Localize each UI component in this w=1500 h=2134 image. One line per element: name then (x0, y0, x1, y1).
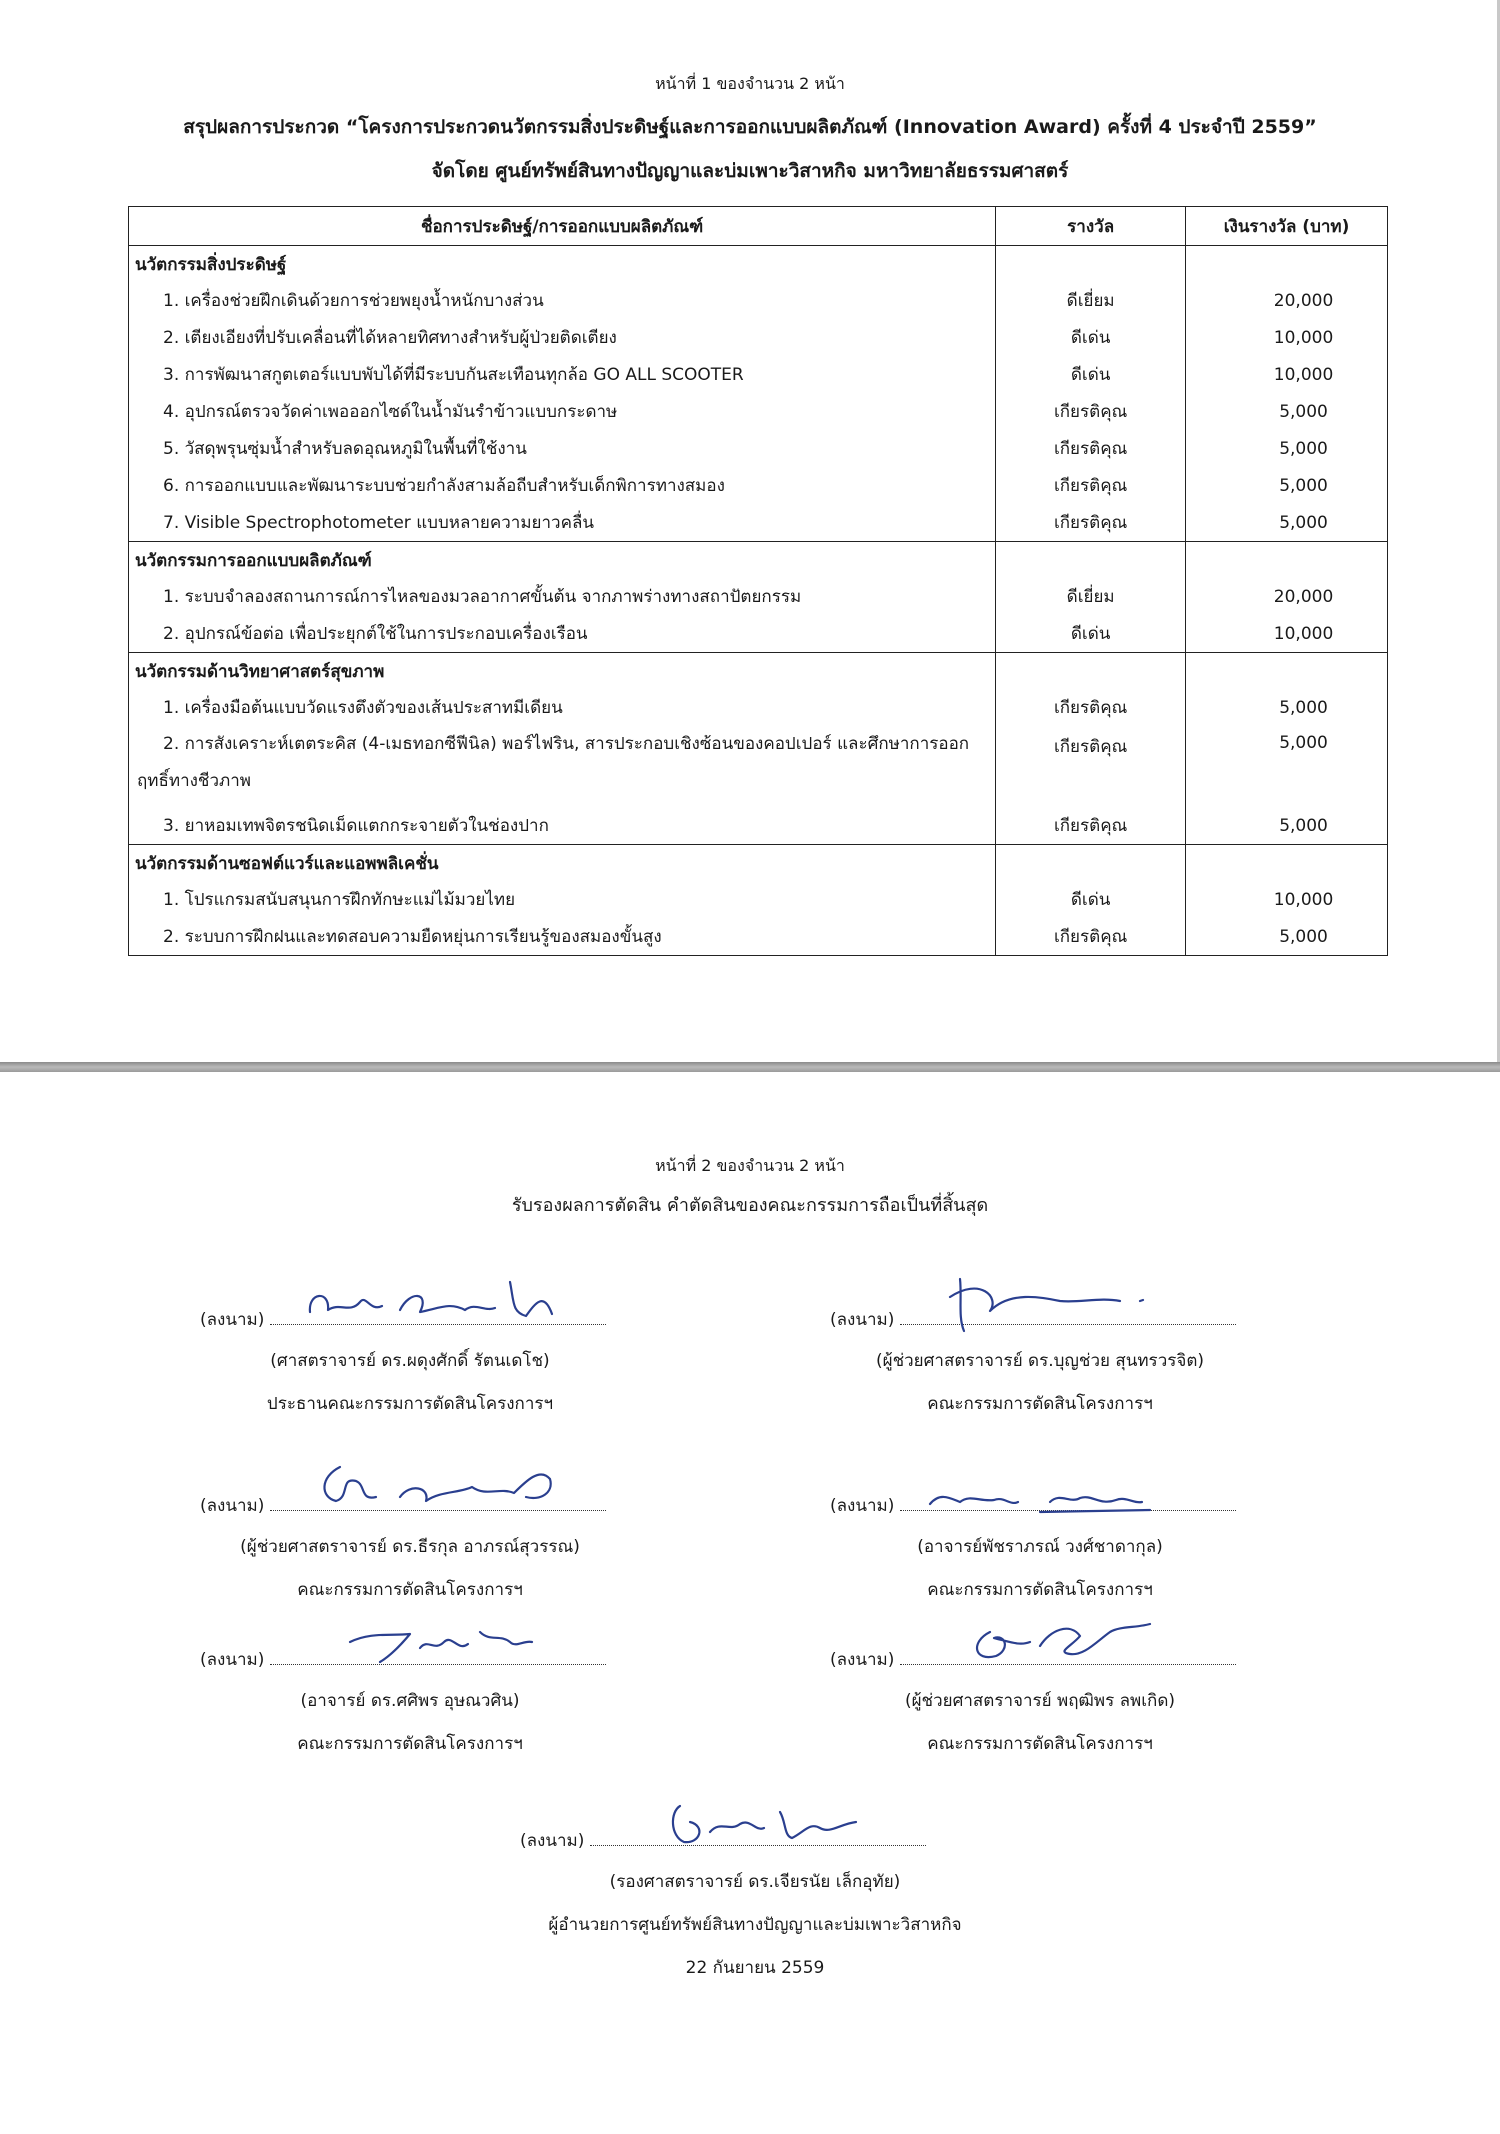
handwritten-signature (660, 1792, 880, 1852)
signatory-role: คณะกรรมการตัดสินโครงการฯ (927, 1580, 1153, 1600)
signatory-role: ผู้อำนวยการศูนย์ทรัพย์สินทางปัญญาและบ่มเพาะวิสาหกิจ (548, 1915, 962, 1935)
entry-award: ดีเด่น (996, 356, 1186, 393)
category-name: นวัตกรรมด้านวิทยาศาสตร์สุขภาพ (129, 653, 996, 690)
entry-award: ดีเยี่ยม (996, 578, 1186, 615)
entry-award: ดีเด่น (996, 881, 1186, 918)
entry-award: เกียรติคุณ (996, 918, 1186, 956)
entry-money: 5,000 (1186, 430, 1388, 467)
category-name: นวัตกรรมการออกแบบผลิตภัณฑ์ (129, 542, 996, 579)
signatory-name: (ศาสตราจารย์ ดร.ผดุงศักดิ์ รัตนเดโช) (270, 1351, 550, 1371)
entry-money: 10,000 (1186, 881, 1388, 918)
table-row (129, 881, 1388, 918)
entry-money: 5,000 (1186, 918, 1388, 956)
entry-name: 7. Visible Spectrophotometer แบบหลายความยาวคลื่น (129, 504, 996, 542)
sign-label: (ลงนาม) (830, 1496, 895, 1516)
entry-name: 3. การพัฒนาสกูตเตอร์แบบพับได้ที่มีระบบกันสะเทือนทุกล้อ GO ALL SCOOTER (129, 356, 996, 393)
category-name: นวัตกรรมด้านซอฟต์แวร์และแอพพลิเคชั่น (129, 845, 996, 882)
entry-name: 6. การออกแบบและพัฒนาระบบช่วยกำลังสามล้อถีบสำหรับเด็กพิการทางสมอง (129, 467, 996, 504)
entry-name: 1. โปรแกรมสนับสนุนการฝึกทักษะแม่ไม้มวยไทย (129, 881, 996, 918)
handwritten-signature (300, 1457, 570, 1517)
sign-label: (ลงนาม) (520, 1831, 585, 1851)
sign-label: (ลงนาม) (200, 1310, 265, 1330)
table-row (129, 807, 1388, 845)
column-header-award: รางวัล (996, 207, 1186, 246)
signatory-name: (อาจารย์พัชราภรณ์ วงศ์ชาดากุล) (917, 1537, 1163, 1557)
entry-award: เกียรติคุณ (996, 504, 1186, 542)
table-row (129, 615, 1388, 653)
entry-money: 5,000 (1186, 807, 1388, 845)
document-page-1 (0, 0, 1500, 1062)
category-row (129, 246, 1388, 283)
handwritten-signature (340, 1612, 540, 1672)
entry-money: 5,000 (1186, 467, 1388, 504)
entry-money: 5,000 (1186, 726, 1388, 807)
entry-name: 1. ระบบจำลองสถานการณ์การไหลของมวลอากาศขั้นต้น จากภาพร่างทางสถาปัตยกรรม (129, 578, 996, 615)
table-row (129, 918, 1388, 956)
category-row (129, 653, 1388, 690)
entry-award: เกียรติคุณ (996, 430, 1186, 467)
entry-name: 5. วัสดุพรุนซุ่มน้ำสำหรับลดอุณหภูมิในพื้นที่ใช้งาน (129, 430, 996, 467)
signatory-role: ประธานคณะกรรมการตัดสินโครงการฯ (266, 1394, 554, 1414)
entry-award: เกียรติคุณ (996, 807, 1186, 845)
entry-award: เกียรติคุณ (996, 393, 1186, 430)
page-number: หน้าที่ 1 ของจำนวน 2 หน้า (655, 74, 845, 93)
handwritten-signature (960, 1612, 1160, 1672)
signatory-name: (ผู้ช่วยศาสตราจารย์ พฤฒิพร ลพเกิด) (904, 1691, 1176, 1711)
organizer-line: จัดโดย ศูนย์ทรัพย์สินทางปัญญาและบ่มเพาะวิสาหกิจ มหาวิทยาลัยธรรมศาสตร์ (431, 160, 1069, 182)
signatory-role: คณะกรรมการตัดสินโครงการฯ (927, 1734, 1153, 1754)
page-separator (0, 1062, 1500, 1072)
document-title: สรุปผลการประกวด “โครงการประกวดนวัตกรรมสิ่งประดิษฐ์และการออกแบบผลิตภัณฑ์ (Innovation Award) ครั้งที่ 4 ประจำปี 2559” (183, 116, 1317, 138)
table-row (129, 430, 1388, 467)
signatory-name: (ผู้ช่วยศาสตราจารย์ ดร.บุญช่วย สุนทรวรจิต) (875, 1351, 1204, 1371)
table-row (129, 726, 1388, 807)
entry-money: 20,000 (1186, 578, 1388, 615)
table-row (129, 689, 1388, 726)
entry-money: 10,000 (1186, 356, 1388, 393)
table-row (129, 393, 1388, 430)
document-page-2 (0, 1072, 1500, 2134)
handwritten-signature (940, 1267, 1160, 1337)
entry-award: เกียรติคุณ (996, 689, 1186, 726)
entry-award: ดีเด่น (996, 319, 1186, 356)
entry-award: ดีเยี่ยม (996, 282, 1186, 319)
signatory-role: คณะกรรมการตัดสินโครงการฯ (297, 1580, 523, 1600)
category-row (129, 845, 1388, 882)
entry-award: ดีเด่น (996, 615, 1186, 653)
document-date: 22 กันยายน 2559 (685, 1958, 825, 1978)
signatory-name: (อาจารย์ ดร.ศศิพร อุษณวศิน) (300, 1691, 520, 1711)
sign-label: (ลงนาม) (830, 1650, 895, 1670)
handwritten-signature (300, 1272, 570, 1332)
entry-money: 10,000 (1186, 615, 1388, 653)
entry-name: 1. เครื่องมือต้นแบบวัดแรงตึงตัวของเส้นประสาทมีเดียน (129, 689, 996, 726)
sign-label: (ลงนาม) (830, 1310, 895, 1330)
signatory-role: คณะกรรมการตัดสินโครงการฯ (297, 1734, 523, 1754)
entry-name: 1. เครื่องช่วยฝึกเดินด้วยการช่วยพยุงน้ำหนักบางส่วน (129, 282, 996, 319)
sign-label: (ลงนาม) (200, 1496, 265, 1516)
table-row (129, 282, 1388, 319)
entry-money: 5,000 (1186, 689, 1388, 726)
table-header-row (129, 207, 1388, 246)
entry-award: เกียรติคุณ (996, 467, 1186, 504)
column-header-money: เงินรางวัล (บาท) (1186, 207, 1388, 246)
table-row (129, 504, 1388, 542)
certification-statement: รับรองผลการตัดสิน คำตัดสินของคณะกรรมการถือเป็นที่สิ้นสุด (511, 1195, 989, 1216)
entry-name: 2. อุปกรณ์ข้อต่อ เพื่อประยุกต์ใช้ในการประกอบเครื่องเรือน (129, 615, 996, 653)
handwritten-signature (920, 1472, 1160, 1522)
entry-money: 20,000 (1186, 282, 1388, 319)
entry-money: 10,000 (1186, 319, 1388, 356)
signatory-role: คณะกรรมการตัดสินโครงการฯ (927, 1394, 1153, 1414)
signatory-name: (ผู้ช่วยศาสตราจารย์ ดร.ธีรกุล อาภรณ์สุวรรณ) (240, 1537, 580, 1557)
entry-name: 3. ยาหอมเทพจิตรชนิดเม็ดแตกกระจายตัวในช่องปาก (129, 807, 996, 845)
table-row (129, 356, 1388, 393)
entry-money: 5,000 (1186, 393, 1388, 430)
category-row (129, 542, 1388, 579)
table-row (129, 467, 1388, 504)
entry-name: 2. ระบบการฝึกฝนและทดสอบความยืดหยุ่นการเรียนรู้ของสมองขั้นสูง (129, 918, 996, 956)
category-name: นวัตกรรมสิ่งประดิษฐ์ (129, 246, 996, 283)
signatory-name: (รองศาสตราจารย์ ดร.เจียรนัย เล็กอุทัย) (609, 1872, 901, 1892)
column-header-name: ชื่อการประดิษฐ์/การออกแบบผลิตภัณฑ์ (129, 207, 996, 246)
entry-name: 4. อุปกรณ์ตรวจวัดค่าเพอออกไซด์ในน้ำมันรำข้าวแบบกระดาษ (129, 393, 996, 430)
sign-label: (ลงนาม) (200, 1650, 265, 1670)
entry-award: เกียรติคุณ (996, 726, 1186, 807)
awards-table (128, 206, 1388, 956)
table-row (129, 319, 1388, 356)
entry-money: 5,000 (1186, 504, 1388, 542)
entry-name: 2. การสังเคราะห์เตตระคิส (4-เมธทอกซีฟีนิล) พอร์ไฟริน, สารประกอบเชิงซ้อนของคอปเปอร์ และศึกษาการออกฤทธิ์ทางชีวภาพ (129, 726, 996, 807)
table-row (129, 578, 1388, 615)
entry-name: 2. เตียงเอียงที่ปรับเคลื่อนที่ได้หลายทิศทางสำหรับผู้ป่วยติดเตียง (129, 319, 996, 356)
page-number: หน้าที่ 2 ของจำนวน 2 หน้า (655, 1156, 845, 1175)
